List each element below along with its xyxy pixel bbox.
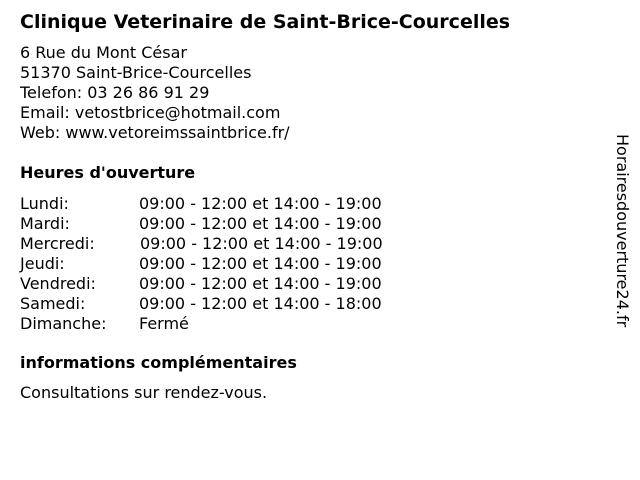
email-address: Email: vetostbrice@hotmail.com [20, 103, 281, 122]
hours-heading: Heures d'ouverture [20, 163, 196, 182]
day-label: Dimanche: [20, 314, 107, 333]
day-hours: 09:00 - 12:00 et 14:00 - 19:00 [139, 194, 382, 213]
street-address: 6 Rue du Mont César [20, 43, 187, 62]
day-hours: 09:00 - 12:00 et 14:00 - 19:00 [139, 274, 382, 293]
website: Web: www.vetoreimssaintbrice.fr/ [20, 123, 290, 142]
day-hours: 09:00 - 12:00 et 14:00 - 19:00 [140, 234, 383, 253]
day-hours: 09:00 - 12:00 et 14:00 - 19:00 [139, 214, 382, 233]
info-text: Consultations sur rendez-vous. [20, 383, 268, 402]
day-label: Mardi: [20, 214, 70, 233]
city-address: 51370 Saint-Brice-Courcelles [20, 63, 252, 82]
day-hours: 09:00 - 12:00 et 14:00 - 18:00 [139, 294, 382, 313]
day-hours: 09:00 - 12:00 et 14:00 - 19:00 [139, 254, 382, 273]
day-label: Samedi: [20, 294, 86, 313]
day-label: Lundi: [20, 194, 69, 213]
brand-watermark: Horairesdouverture24.fr [613, 134, 632, 328]
phone-number: Telefon: 03 26 86 91 29 [20, 83, 210, 102]
clinic-name: Clinique Veterinaire de Saint-Brice-Courcelles [20, 11, 511, 33]
day-hours: Fermé [139, 314, 189, 333]
address-block [20, 43, 290, 143]
day-label: Mercredi: [20, 234, 95, 253]
day-label: Jeudi: [20, 254, 65, 273]
day-label: Vendredi: [20, 274, 96, 293]
info-heading: informations complémentaires [20, 353, 297, 372]
